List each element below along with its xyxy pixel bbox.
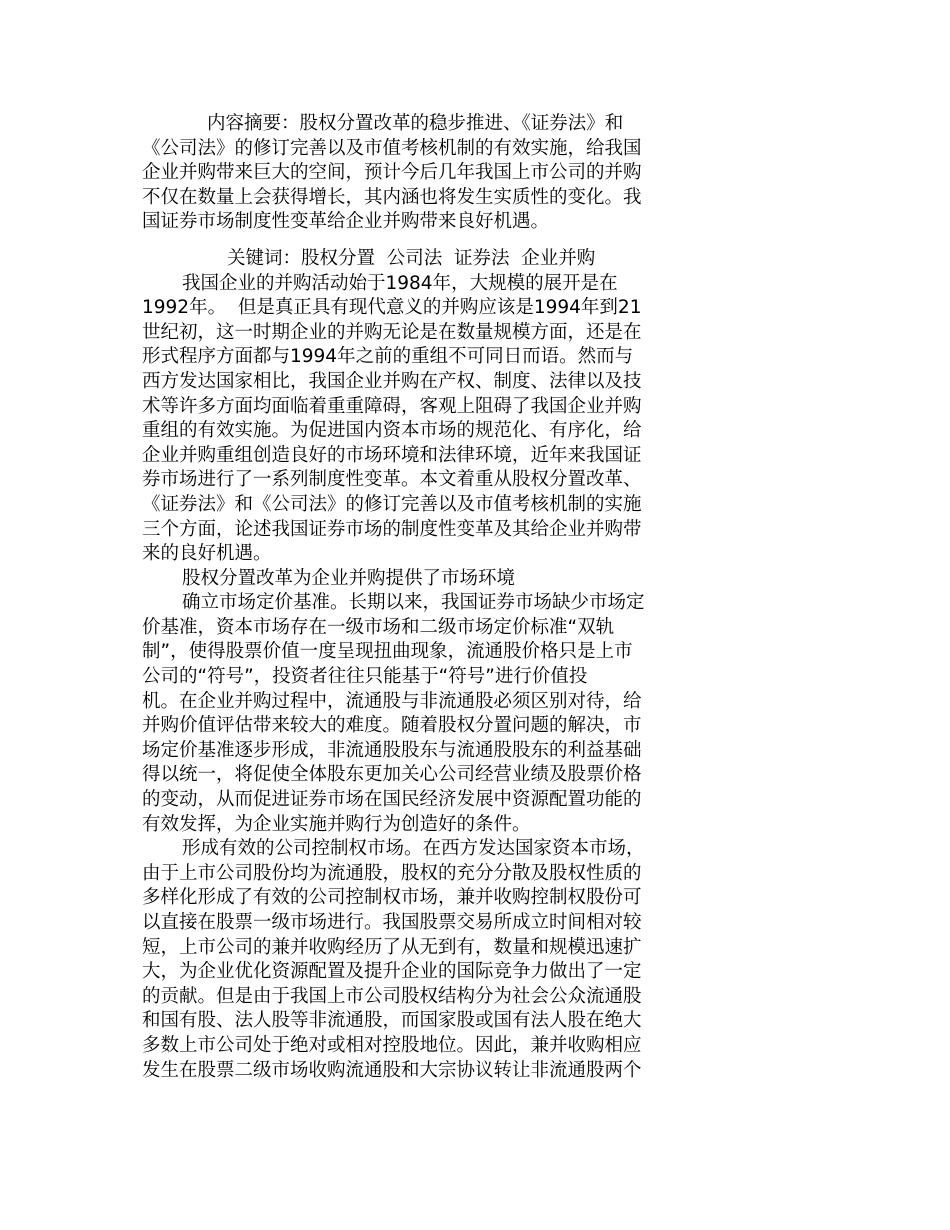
paragraph-line: 形成有效的公司控制权市场。在西方发达国家资本市场，	[182, 838, 645, 860]
paragraph-line: 由于上市公司股份均为流通股，股权的充分分散及股权性质的	[142, 862, 642, 884]
paragraph-line: 的贡献。但是由于我国上市公司股权结构分为社会公众流通股	[142, 985, 642, 1007]
paragraph-line: 《证券法》和《公司法》的修订完善以及市值考核机制的实施	[142, 493, 642, 515]
paragraph-line: 得以统一，将促使全体股东更加关心公司经营业绩及股票价格	[142, 764, 642, 786]
control-market-paragraph	[142, 837, 742, 1083]
abstract	[142, 112, 742, 235]
abstract-line: 不仅在数量上会获得增长，其内涵也将发生实质性的变化。我	[142, 186, 642, 208]
keywords: 关键词：股权分置 公司法 证券法 企业并购	[227, 247, 596, 269]
paragraph-line: 制”，使得股票价值一度呈现扭曲现象，流通股价格只是上市	[142, 641, 633, 663]
abstract-line: 企业并购带来巨大的空间，预计今后几年我国上市公司的并购	[142, 162, 642, 184]
paragraph-line: 世纪初，这一时期企业的并购无论是在数量规模方面，还是在	[142, 321, 642, 343]
paragraph-line: 公司的“符号”，投资者往往只能基于“符号”进行价值投	[142, 666, 588, 688]
paragraph-line: 三个方面，论述我国证券市场的制度性变革及其给企业并购带	[142, 518, 642, 540]
paragraph-line: 西方发达国家相比，我国企业并购在产权、制度、法律以及技	[142, 370, 642, 392]
paragraph-line: 的变动，从而促进证券市场在国民经济发展中资源配置功能的	[142, 789, 642, 811]
paragraph-line: 形式程序方面都与1994年之前的重组不可同日而语。然而与	[142, 346, 634, 368]
paragraph-line: 来的良好机遇。	[142, 543, 272, 565]
paragraph-line: 短，上市公司的兼并收购经历了从无到有，数量和规模迅速扩	[142, 936, 642, 958]
paragraph-line: 确立市场定价基准。长期以来，我国证券市场缺少市场定	[182, 592, 645, 614]
document-page	[142, 112, 742, 1083]
paragraph-line: 券市场进行了一系列制度性变革。本文着重从股权分置改革、	[142, 469, 642, 491]
abstract-line: 国证券市场制度性变革给企业并购带来良好机遇。	[142, 211, 550, 233]
paragraph-line: 1992年。 但是真正具有现代意义的并购应该是1994年到21	[142, 297, 642, 319]
pricing-benchmark-paragraph	[142, 591, 742, 837]
paragraph-line: 术等许多方面均面临着重重障碍，客观上阻碍了我国企业并购	[142, 395, 642, 417]
paragraph-line: 价基准，资本市场存在一级市场和二级市场定价标准“双轨	[142, 616, 615, 638]
paragraph-line: 多样化形成了有效的公司控制权市场，兼并收购控制权股份可	[142, 887, 642, 909]
paragraph-line: 企业并购重组创造良好的市场环境和法律环境，近年来我国证	[142, 444, 642, 466]
paragraph-line: 场定价基准逐步形成，非流通股股东与流通股股东的利益基础	[142, 739, 642, 761]
paragraph-line: 和国有股、法人股等非流通股，而国家股或国有法人股在绝大	[142, 1010, 642, 1032]
abstract-line: 内容摘要：股权分置改革的稳步推进、《证券法》和	[207, 113, 624, 134]
section-heading: 股权分置改革为企业并购提供了市场环境	[182, 567, 516, 589]
paragraph-line: 有效发挥，为企业实施并购行为创造好的条件。	[142, 813, 531, 835]
paragraph-line: 以直接在股票一级市场进行。我国股票交易所成立时间相对较	[142, 912, 642, 933]
paragraph-line: 我国企业的并购活动始于1984年，大规模的展开是在	[182, 272, 618, 294]
intro-paragraph	[142, 272, 742, 567]
paragraph-line: 机。在企业并购过程中，流通股与非流通股必须区别对待，给	[142, 690, 642, 712]
paragraph-line: 大，为企业优化资源配置及提升企业的国际竞争力做出了一定	[142, 961, 642, 983]
paragraph-line: 重组的有效实施。为促进国内资本市场的规范化、有序化，给	[142, 420, 642, 442]
paragraph-line: 发生在股票二级市场收购流通股和大宗协议转让非流通股两个	[142, 1059, 642, 1081]
abstract-line: 《公司法》的修订完善以及市值考核机制的有效实施，给我国	[142, 137, 642, 159]
paragraph-line: 多数上市公司处于绝对或相对控股地位。因此，兼并收购相应	[142, 1034, 642, 1056]
paragraph-line: 并购价值评估带来较大的难度。随着股权分置问题的解决，市	[142, 715, 642, 737]
